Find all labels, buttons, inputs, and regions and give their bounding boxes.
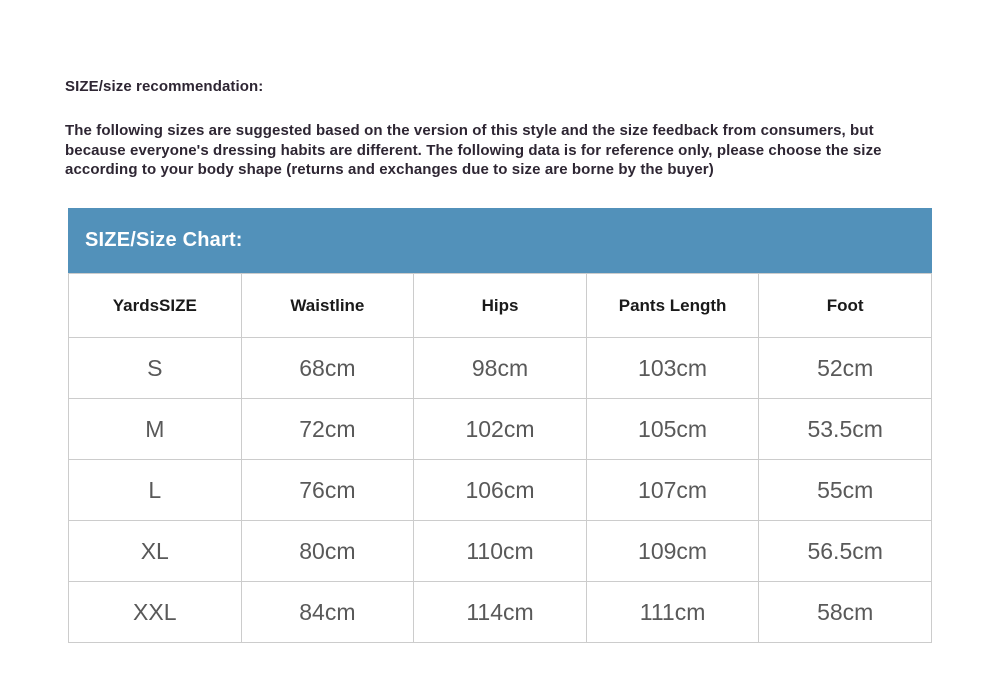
column-header-waistline: Waistline (241, 274, 414, 338)
measurement-cell: 107cm (586, 460, 759, 521)
measurement-cell: 110cm (414, 521, 587, 582)
measurement-cell: 58cm (759, 582, 932, 643)
size-chart-title: SIZE/Size Chart: (85, 229, 243, 251)
measurement-cell: 52cm (759, 338, 932, 399)
size-label-cell: L (69, 460, 242, 521)
column-header-pants-length: Pants Length (586, 274, 759, 338)
size-chart-table-body (69, 338, 932, 643)
measurement-cell: 109cm (586, 521, 759, 582)
table-row-s (69, 338, 932, 399)
header-row (69, 274, 932, 338)
recommendation-text: The following sizes are suggested based on the version of this style and the size feedback from consumers, but because everyone's dressing habits are different. The following data is for reference only, please choose the size according to your body shape (returns and exchanges due to size are borne by the buyer) (65, 122, 882, 178)
column-header-hips: Hips (414, 274, 587, 338)
size-chart-table (68, 273, 932, 643)
measurement-cell: 55cm (759, 460, 932, 521)
size-chart-table-head (69, 274, 932, 338)
size-label-cell: M (69, 399, 242, 460)
table-row-xl (69, 521, 932, 582)
measurement-cell: 98cm (414, 338, 587, 399)
size-chart-header-bar (68, 208, 932, 273)
measurement-cell: 53.5cm (759, 399, 932, 460)
table-row-xxl (69, 582, 932, 643)
measurement-cell: 76cm (241, 460, 414, 521)
size-label-cell: S (69, 338, 242, 399)
table-row-l (69, 460, 932, 521)
measurement-cell: 105cm (586, 399, 759, 460)
measurement-cell: 111cm (586, 582, 759, 643)
measurement-cell: 56.5cm (759, 521, 932, 582)
measurement-cell: 68cm (241, 338, 414, 399)
measurement-cell: 84cm (241, 582, 414, 643)
column-header-foot: Foot (759, 274, 932, 338)
size-label-cell: XL (69, 521, 242, 582)
size-label-cell: XXL (69, 582, 242, 643)
measurement-cell: 114cm (414, 582, 587, 643)
table-row-m (69, 399, 932, 460)
measurement-cell: 80cm (241, 521, 414, 582)
measurement-cell: 72cm (241, 399, 414, 460)
measurement-cell: 102cm (414, 399, 587, 460)
section-title: SIZE/size recommendation: (65, 78, 264, 95)
measurement-cell: 103cm (586, 338, 759, 399)
measurement-cell: 106cm (414, 460, 587, 521)
column-header-yardssize: YardsSIZE (69, 274, 242, 338)
